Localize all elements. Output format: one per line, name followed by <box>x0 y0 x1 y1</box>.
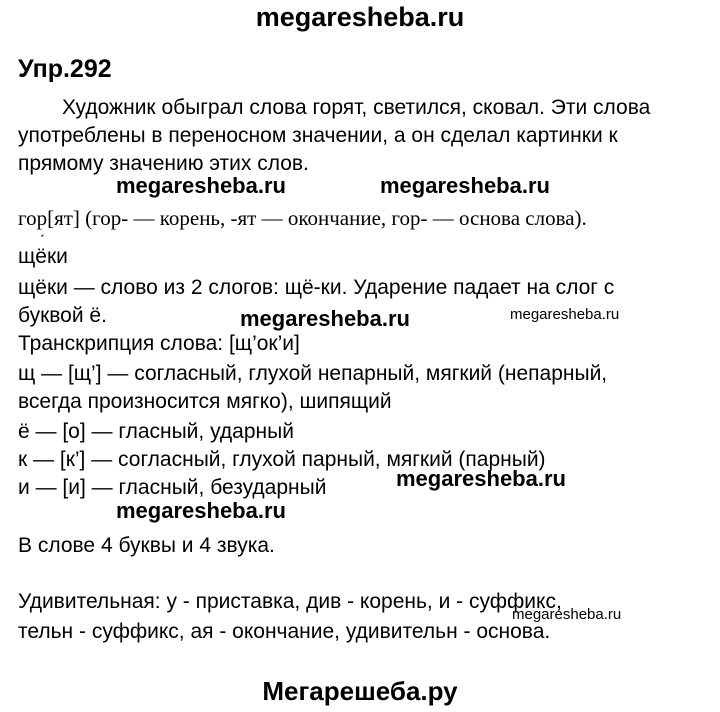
analysis-line-1: щёки — слово из 2 слогов: щё-ки. Ударение падает на слог с <box>18 276 615 299</box>
last-line-1: Удивительная: у - приставка, див - корень, и - суффикс, <box>18 590 562 613</box>
watermark-small-1: megaresheba.ru <box>510 306 620 323</box>
analysis-line-2: буквой ё. <box>18 304 107 327</box>
watermark-small-2: megaresheba.ru <box>512 606 622 623</box>
analysis-line-5: всегда произносится мягко), шипящий <box>18 390 392 413</box>
analysis-line-8: и — [и] — гласный, безударный <box>18 476 327 499</box>
morph-line: гор[ят] (гор- — корень, -ят — окончание, гор- — основа слова). <box>18 206 587 230</box>
intro-line-1: Художник обыграл слова горят, светился, сковал. Эти слова <box>62 96 651 119</box>
analysis-line-7: к — [к’] — согласный, глухой парный, мягкий (парный) <box>18 448 546 471</box>
analysis-line-3: Транскрипция слова: [щ’ок’и] <box>18 332 300 355</box>
exercise-title: Упр.292 <box>18 55 112 83</box>
last-line-2: тельн - суффикс, ая - окончание, удивительн - основа. <box>18 620 551 643</box>
intro-line-2: употреблены в переносном значении, а он сделал картинки к <box>18 124 618 147</box>
watermark-mid-5: megaresheba.ru <box>116 498 286 523</box>
watermark-mid-1: megaresheba.ru <box>116 173 286 198</box>
watermark-bottom: Мегарешеба.ру <box>262 676 458 706</box>
watermark-mid-4: megaresheba.ru <box>396 466 566 491</box>
watermark-mid-3: megaresheba.ru <box>240 306 410 331</box>
analysis-line-6: ё — [о] — гласный, ударный <box>18 420 294 443</box>
watermark-top: megaresheba.ru <box>255 2 465 32</box>
watermark-mid-2: megaresheba.ru <box>380 173 550 198</box>
intro-line-3: прямому значению этих слов. <box>18 152 309 175</box>
analysis-line-4: щ — [щ’] — согласный, глухой непарный, мягкий (непарный, <box>18 362 608 385</box>
word-accented: щёки <box>18 245 68 268</box>
count-line: В слове 4 буквы и 4 звука. <box>18 534 275 557</box>
